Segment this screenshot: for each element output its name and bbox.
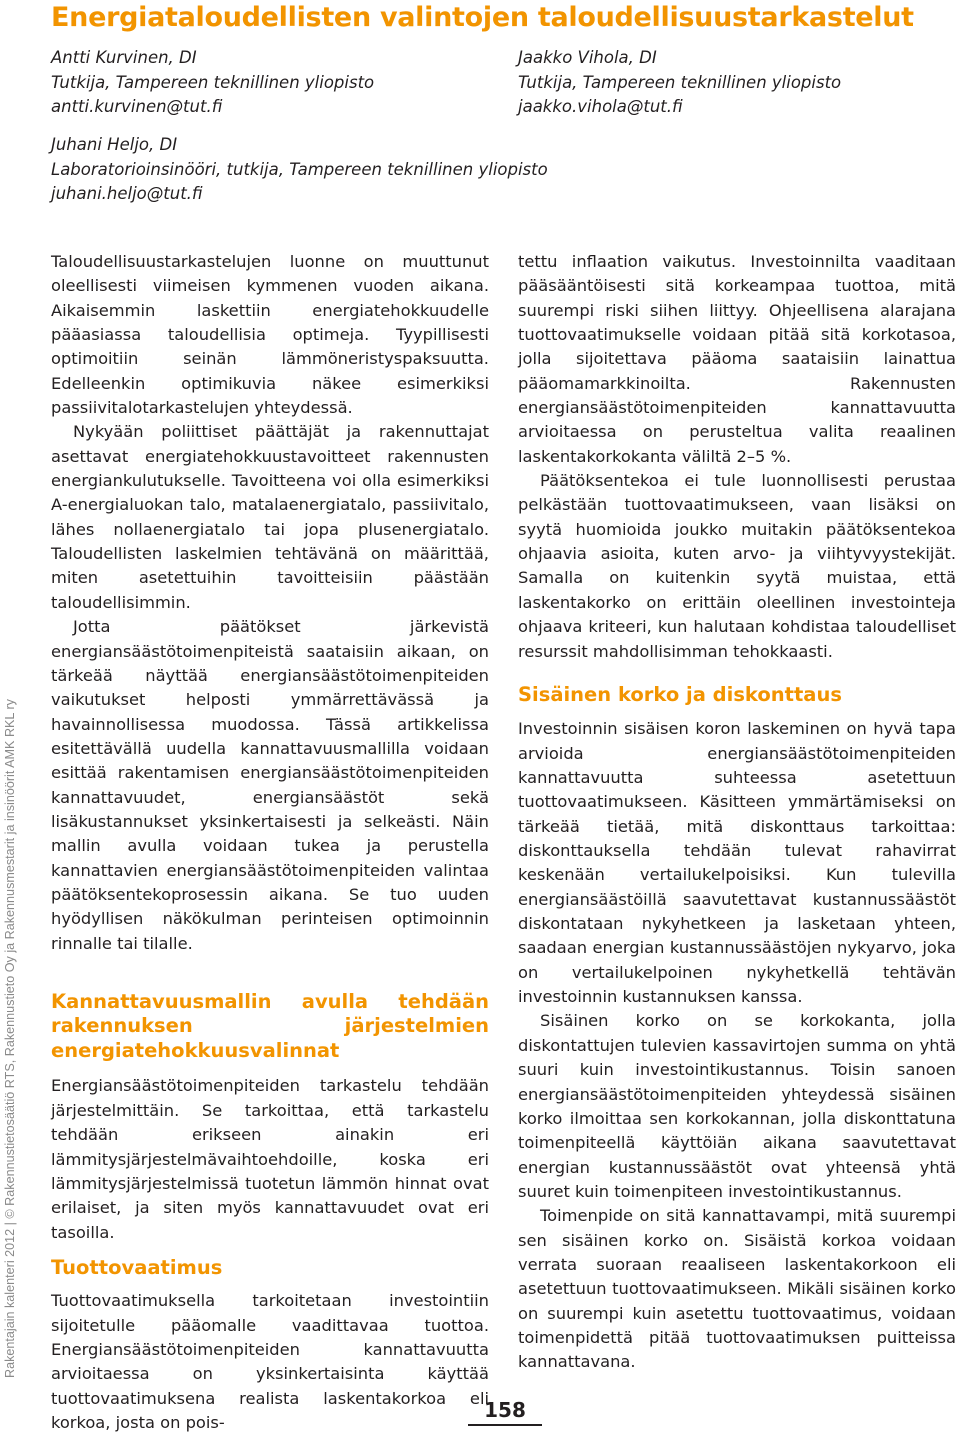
author-email[interactable]: jaakko.vihola@tut.fi (518, 97, 683, 116)
body-paragraph: Päätöksentekoa ei tule luonnollisesti perustaa pelkästään tuottovaatimukseen, vaan lisäksi on syytä huomioida joukko muitakin päätöksentekoa ohjaavia asioita, kuten arvo- ja viihtyvyystekijät. Samalla on kuitenkin syytä muistaa, että laskentakorko on erittäin oleellinen investointeja ohjaava kriteeri, kun halutaan kohdistaa taloudelliset resurssit mahdollisimman tehokkaasti. (518, 471, 956, 661)
author-name: Antti Kurvinen, DI (51, 48, 197, 67)
right-column (518, 250, 956, 1375)
body-paragraph: Energiansäästötoimenpiteiden tarkastelu tehdään järjestelmittäin. Se tarkoittaa, että tarkastelu tehdään erikseen ainakin eri lämmitysjärjestelmävaihtoehdoille, koska eri lämmitysjärjestelmissä tuotetun lämmön hinnat ovat erilaiset, ja siten myös kannattavuudet ovat eri tasoilla. (51, 1076, 489, 1242)
author-email[interactable]: antti.kurvinen@tut.fi (51, 97, 223, 116)
author-role: Tutkija, Tampereen teknillinen yliopisto (518, 72, 842, 92)
author-name: Juhani Heljo, DI (51, 135, 178, 154)
body-paragraph: tettu inflaation vaikutus. Investoinnilta vaaditaan pääsääntöisesti sitä korkeampaa tuottoa, mitä suurempi riski siihen liittyy. Ohjeellisena alarajana tuottovaatimukselle voidaan pitää sitä korkotasoa, jolla sijoitettava pääoma saataisiin lainattua pääomamarkkinoilta. Rakennusten energiansäästötoimenpiteiden kannattavuutta arvioitaessa on perusteltua valita reaalinen laskentakorkokanta väliltä 2–5 %. (518, 252, 956, 466)
body-paragraph: Nykyään poliittiset päättäjät ja rakennuttajat asettavat energiatehokkuustavoitteet rakennusten energiankulutukselle. Tavoitteena voi olla esimerkiksi A-energialuokan talo, matalaenergiatalo, passiivitalo, lähes nollaenergiatalo tai jopa plusenergiatalo. Taloudellisten laskelmien tehtävänä on määrittää, miten asetettuihin tavoitteisiin päästään taloudellisimmin. (51, 422, 489, 612)
author-block-vihola (518, 46, 841, 120)
author-email[interactable]: juhani.heljo@tut.fi (51, 184, 203, 203)
author-role: Tutkija, Tampereen teknillinen yliopisto (51, 72, 375, 92)
body-paragraph: Tuottovaatimuksella tarkoitetaan investointiin sijoitetulle pääomalle vaadittavaa tuottoa. Energiansäästötoimenpiteiden kannattavuutta arvioitaessa on yksinkertaisinta käyttää tuottovaatimuksena realista laskentakorkoa eli korkoa, josta on pois- (51, 1291, 489, 1433)
author-block-heljo (51, 133, 548, 207)
body-paragraph: Taloudellisuustarkastelujen luonne on muuttunut oleellisesti viimeisen kymmenen vuoden aikana. Aikaisemmin laskettiin energiatehokkuudelle pääasiassa taloudellisia optimeja. Tyypillisesti optimoitiin seinän lämmöneristyspaksuutta. Edelleenkin optimikuvia näkee esimerkiksi passiivitalotarkastelujen yhteydessä. (51, 252, 489, 418)
author-role: Laboratorioinsinööri, tutkija, Tampereen teknillinen yliopisto (51, 159, 548, 179)
left-column (51, 250, 489, 1435)
body-paragraph: Investoinnin sisäisen koron laskeminen on hyvä tapa arvioida energiansäästötoimenpiteiden kannattavuutta suhteessa asetettuun tuottovaatimukseen. Käsitteen ymmärtämiseksi on tärkeää tietää, mitä diskonttaus tarkoittaa: diskonttauksella tehdään tulevat rahavirrat keskenään vertailukelpoisiksi. Kun tulevilla energiansäästöillä saavutettavat kustannussäästöt diskontataan nykyhetkeen ja lasketaan yhteen, saadaan energian kustannussäästöjen nykyarvo, joka on vertailukelpoinen nykyhetkellä tehtävän investoinnin kustannuksen kanssa. (518, 719, 956, 1007)
section-heading: Sisäinen korko ja diskonttaus (518, 682, 842, 706)
page-number: 158 (484, 1398, 526, 1422)
body-paragraph: Jotta päätökset järkevistä energiansäästötoimenpiteistä saataisiin aikaan, on tärkeää näyttää energiansäästötoimenpiteiden vaikutukset helposti ymmärrettävässä ja havainnollisessa muodossa. Tässä artikkelissa esitettävällä uudella kannattavuusmallilla voidaan esittää rakentamisen energiansäästötoimenpiteiden kannattavuudet, energiansäästöt sekä lisäkustannukset yksinkertaisesti ja selkeästi. Näin mallin avulla voidaan tukea ja perustella kannattavien energiansäästötoimenpiteiden valintaa päätöksentekoprosessin aikana. Se tuo uuden hyödyllisen näkökulman perinteisen optimoinnin rinnalle tai tilalle. (51, 617, 489, 953)
article-title: Energiataloudellisten valintojen taloudellisuustarkastelut (51, 2, 914, 33)
author-block-kurvinen (51, 46, 374, 120)
section-heading: Kannattavuusmallin avulla tehdään rakennuksen järjestelmien energiatehokkuusvalinnat (51, 989, 489, 1062)
sidebar-copyright: Rakentajain kalenteri 2012 | © Rakennustietosäätiö RTS, Rakennustieto Oy ja Rakennusmestarit ja insinöörit AMK RKL ry (3, 699, 17, 1378)
section-heading: Tuottovaatimus (51, 1255, 223, 1279)
body-paragraph: Sisäinen korko on se korkokanta, jolla diskontattujen tulevien kassavirtojen summa on yhtä suuri kuin investointikustannus. Toisin sanoen energiansäästötoimenpiteiden yhteydessä sisäinen korko ilmoittaa sen korkokannan, jolla diskonttatuna toimenpiteellä käyttöiän aikana saavutettavat energian kustannussäästöt ovat yhteensä yhtä suuret kuin toimenpiteen investointikustannus. (518, 1011, 956, 1201)
author-name: Jaakko Vihola, DI (518, 48, 657, 67)
body-paragraph: Toimenpide on sitä kannattavampi, mitä suurempi sen sisäinen korko on. Sisäistä korkoa voidaan verrata suoraan reaaliseen laskentakorkoon eli asetettuun tuottovaatimukseen. Mikäli sisäinen korko on suurempi kuin asetettu tuottovaatimus, voidaan toimenpidettä pitää tuottovaatimuksen puitteissa kannattavana. (518, 1206, 956, 1372)
